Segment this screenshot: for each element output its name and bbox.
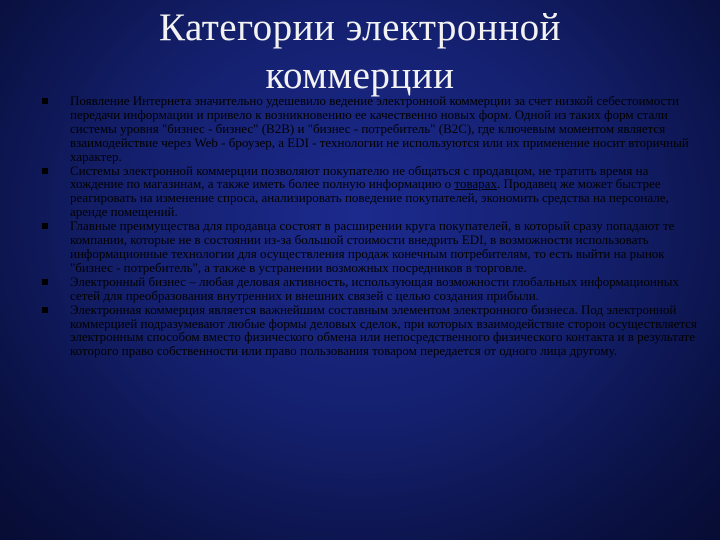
bullet-item — [40, 219, 704, 275]
bullet-text: Появление Интернета значительно удешевило ведение электронной коммерции за счет низкой себестоимости передачи информации и привело к возникновению ее качественно новых форм. Одной из таких форм стали системы уровня "бизнес - бизнес" (B2B) и "бизнес - потребитель" (B2C), где ключевым моментом является взаимодействие через Web - броузер, а EDI - технологии не используются или их применение носит вторичный характер. — [70, 93, 689, 164]
bullet-item — [40, 164, 704, 220]
bullet-text: Электронная коммерция является важнейшим составным элементом электронного бизнеса. Под электронной коммерцией подразумевают любые формы деловых сделок, при которых взаимодействие сторон осуществляется электронным способом вместо физического обмена или непосредственного физического контакта и в результате которого право собственности или право пользования товаром передается от одного лица другому. — [70, 301, 698, 359]
bullet-text: Электронный бизнес – любая деловая активность, использующая возможности глобальных информационных сетей для преобразования внутренних и внешних связей с целью создания прибыли. — [70, 273, 680, 303]
square-bullet-icon — [42, 168, 48, 174]
square-bullet-icon — [42, 223, 48, 229]
bullet-item — [40, 94, 704, 164]
bullet-item — [40, 275, 704, 303]
bullet-text: Системы электронной коммерции позволяют покупателю не общаться с продавцом, не тратить время на хождение по магазинам, а также иметь более полную информацию о — [70, 162, 649, 192]
goods-link[interactable]: товарах — [454, 176, 497, 192]
bullet-text: Главные преимущества для продавца состоят в расширении круга покупателей, в который сразу попадают те компании, которые не в состоянии из-за большой стоимости внедрить EDI, в возможности использовать информационные технологии для осуществления продаж конечным потребителям, то есть выйти на рынок "бизнес - потребитель", а также в устранении возможных посредников в торговле. — [70, 218, 675, 275]
square-bullet-icon — [42, 307, 48, 313]
bullet-item — [40, 303, 704, 359]
bullet-list — [40, 94, 704, 358]
square-bullet-icon — [42, 279, 48, 285]
square-bullet-icon — [42, 98, 48, 104]
slide-title: Категории электронной коммерции — [158, 6, 562, 97]
bullet-text: . Продавец же может быстрее реагировать на изменение спроса, анализировать поведение покупателей, экономить средства на персонале, аренде помещений. — [70, 176, 669, 220]
